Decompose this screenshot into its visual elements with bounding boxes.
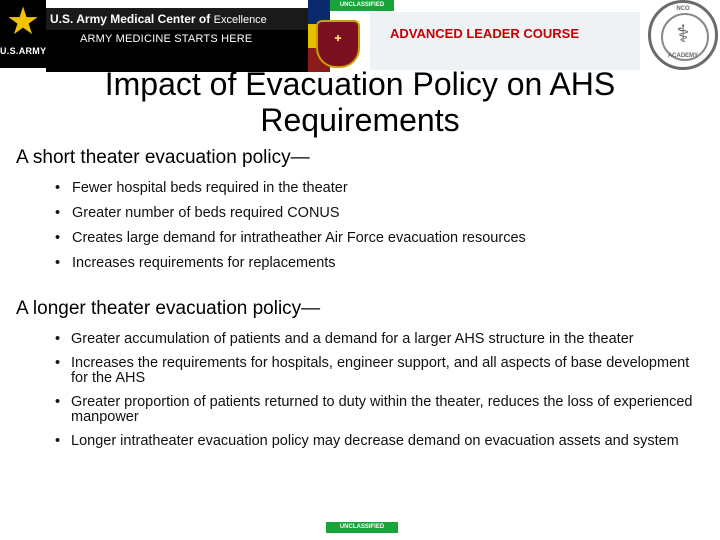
list-item: • Greater proportion of patients returned to duty within the theater, reduces the loss of experienced manpower — [55, 394, 693, 425]
course-title: ADVANCED LEADER COURSE — [390, 26, 579, 41]
org-name-main: U.S. Army Medical Center of — [50, 12, 211, 26]
list-item: • Increases the requirements for hospitals, engineer support, and all aspects of base development for the AHS — [55, 355, 690, 386]
nco-academy-seal — [648, 0, 718, 70]
section-heading-short: A short theater evacuation policy— — [16, 147, 310, 168]
bullet-list-short — [52, 176, 672, 276]
tagline: ARMY MEDICINE STARTS HERE — [80, 33, 253, 45]
list-item: • Fewer hospital beds required in the theater — [55, 180, 348, 196]
org-name-tail: Excellence — [213, 14, 267, 26]
seal-top-text: NCO — [676, 6, 690, 12]
list-item: • Creates large demand for intratheather Air Force evacuation resources — [55, 230, 526, 246]
section-heading-long: A longer theater evacuation policy— — [16, 298, 321, 319]
slide-title: Impact of Evacuation Policy on AHS Requirements — [104, 66, 616, 138]
bullet-list-long — [52, 332, 700, 458]
list-item: • Longer intratheater evacuation policy may decrease demand on evacuation assets and system — [55, 433, 679, 449]
caduceus-icon: ⚕ — [676, 21, 690, 48]
course-panel — [370, 12, 640, 70]
list-item: • Increases requirements for replacements — [55, 255, 336, 271]
org-name — [46, 8, 312, 30]
classification-banner-bottom: UNCLASSIFIED — [326, 522, 398, 533]
classification-banner-top: UNCLASSIFIED — [330, 0, 394, 11]
unit-crest-icon: ✚ — [316, 20, 360, 68]
army-logo — [0, 0, 46, 68]
army-logo-text: U.S.ARMY — [0, 46, 47, 56]
header-banner — [0, 0, 720, 72]
list-item: • Greater number of beds required CONUS — [55, 205, 340, 221]
list-item: • Greater accumulation of patients and a demand for a larger AHS structure in the theater — [55, 331, 634, 347]
army-star-icon: ★ — [6, 1, 41, 43]
seal-bottom-text: ACADEMY — [667, 53, 699, 59]
